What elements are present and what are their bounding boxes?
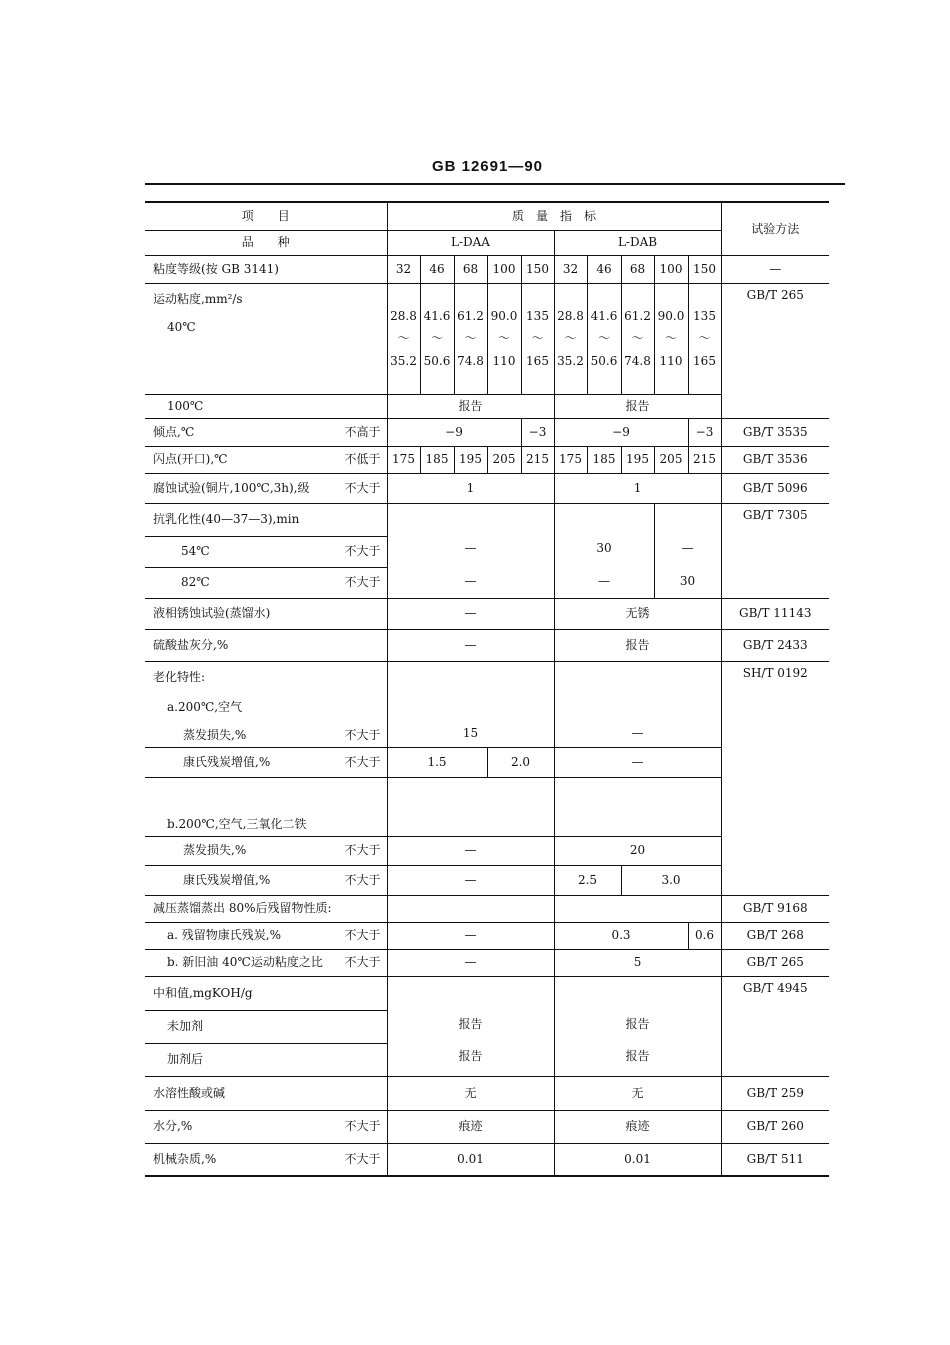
range-cell: 61.2 ～ 74.8 — [454, 283, 487, 394]
value-cell: 报告 — [554, 629, 721, 661]
table-row — [145, 949, 829, 976]
value-cell: 报告 报告 — [554, 976, 721, 1076]
range-cell: 41.6 ～ 50.6 — [587, 283, 621, 394]
table-row — [145, 629, 829, 661]
grade-cell: 32 — [554, 255, 587, 283]
row-label: 未加剂 — [145, 1010, 387, 1043]
value-cell: 5 — [554, 949, 721, 976]
range-cell: 28.8 ～ 35.2 — [387, 283, 420, 394]
value-cell: 0.3 — [554, 922, 688, 949]
daa-header: L-DAA — [387, 230, 554, 255]
quality-header: 质 量 指 标 — [387, 202, 721, 230]
value-cell: 无 — [387, 1076, 554, 1110]
row-label: b.200℃,空气,三氧化二铁 — [145, 777, 387, 836]
range-cell: 90.0 ～ 110 — [487, 283, 521, 394]
range-cell: 61.2 ～ 74.8 — [621, 283, 654, 394]
standard-number: GB 12691—90 — [431, 158, 544, 175]
row-label: 54℃ 不大于 — [145, 536, 387, 567]
range-cell: 28.8 ～ 35.2 — [554, 283, 587, 394]
value-cell: — — [387, 922, 554, 949]
value-cell: 30 — — [554, 503, 654, 598]
value-cell: — — [554, 747, 721, 777]
table-row — [145, 202, 829, 230]
grade-cell: 68 — [621, 255, 654, 283]
item-header: 项 目 — [145, 202, 387, 230]
value-cell: 15 — [387, 661, 554, 747]
method-cell: GB/T 259 — [721, 1076, 829, 1110]
grade-cell: 100 — [654, 255, 688, 283]
method-cell: GB/T 268 — [721, 922, 829, 949]
value-cell: 0.01 — [554, 1143, 721, 1176]
value-cell: −9 — [387, 418, 521, 446]
row-label: 康氏残炭增值,% 不大于 — [145, 865, 387, 895]
range-cell: 135 ～ 165 — [521, 283, 554, 394]
row-label: 抗乳化性(40—37—3),min — [145, 503, 387, 536]
table-row — [145, 661, 829, 747]
method-cell: GB/T 3535 — [721, 418, 829, 446]
value-cell: 185 — [587, 446, 621, 473]
row-label: 减压蒸馏蒸出 80%后残留物性质: — [145, 895, 387, 922]
method-cell: GB/T 5096 — [721, 473, 829, 503]
range-cell: 90.0 ～ 110 — [654, 283, 688, 394]
method-cell: GB/T 511 — [721, 1143, 829, 1176]
value-cell: — — [387, 598, 554, 629]
value-cell: 1 — [387, 473, 554, 503]
row-label: 加剂后 — [145, 1043, 387, 1076]
value-cell: 175 — [387, 446, 420, 473]
report-cell: 报告 — [554, 394, 721, 418]
row-label: 老化特性: a.200℃,空气 蒸发损失,% 不大于 — [145, 661, 387, 747]
row-label: 运动粘度,mm²/s 40℃ — [145, 283, 387, 394]
grade-cell: 150 — [688, 255, 721, 283]
value-cell: 205 — [654, 446, 688, 473]
value-cell: 205 — [487, 446, 521, 473]
blank-cell — [554, 895, 721, 922]
method-cell: GB/T 9168 — [721, 895, 829, 922]
table-row — [145, 1110, 829, 1143]
table-row — [145, 922, 829, 949]
value-cell: 0.6 — [688, 922, 721, 949]
value-cell: 20 — [554, 836, 721, 865]
method-cell: — — [721, 255, 829, 283]
table-row — [145, 503, 829, 536]
specification-table — [145, 201, 829, 1177]
range-cell: 135 ～ 165 — [688, 283, 721, 394]
value-cell: — — [387, 949, 554, 976]
row-label: 水分,% 不大于 — [145, 1110, 387, 1143]
value-cell: — — [387, 865, 554, 895]
method-cell: GB/T 11143 — [721, 598, 829, 629]
blank-cell — [387, 777, 554, 836]
row-label: 硫酸盐灰分,% — [145, 629, 387, 661]
grade-cell: 150 — [521, 255, 554, 283]
value-cell: — — — [387, 503, 554, 598]
row-label: 100℃ — [145, 394, 387, 418]
table-row — [145, 418, 829, 446]
value-cell: 2.5 — [554, 865, 621, 895]
grade-cell: 32 — [387, 255, 420, 283]
value-cell: 报告 报告 — [387, 976, 554, 1076]
row-label: 腐蚀试验(铜片,100℃,3h),级 不大于 — [145, 473, 387, 503]
method-cell: SH/T 0192 — [721, 661, 829, 895]
value-cell: −9 — [554, 418, 688, 446]
table-row — [145, 446, 829, 473]
method-cell: GB/T 2433 — [721, 629, 829, 661]
value-cell: 185 — [420, 446, 454, 473]
value-cell: −3 — [521, 418, 554, 446]
row-label: a. 残留物康氏残炭,% 不大于 — [145, 922, 387, 949]
blank-cell — [387, 895, 554, 922]
value-cell: 痕迹 — [554, 1110, 721, 1143]
method-cell: GB/T 260 — [721, 1110, 829, 1143]
value-cell: — — [387, 629, 554, 661]
value-cell: 3.0 — [621, 865, 721, 895]
range-cell: 41.6 ～ 50.6 — [420, 283, 454, 394]
value-cell: −3 — [688, 418, 721, 446]
row-label: 闪点(开口),℃ 不低于 — [145, 446, 387, 473]
table-row — [145, 283, 829, 394]
value-cell: 1 — [554, 473, 721, 503]
method-cell: GB/T 265 — [721, 949, 829, 976]
header-rule — [145, 183, 845, 185]
variety-header: 品 种 — [145, 230, 387, 255]
row-label: 82℃ 不大于 — [145, 567, 387, 598]
value-cell: 195 — [621, 446, 654, 473]
value-cell: 195 — [454, 446, 487, 473]
method-cell: GB/T 3536 — [721, 446, 829, 473]
grade-cell: 46 — [420, 255, 454, 283]
value-cell: 无锈 — [554, 598, 721, 629]
row-label: 倾点,℃ 不高于 — [145, 418, 387, 446]
table-row — [145, 255, 829, 283]
value-cell: 1.5 — [387, 747, 487, 777]
row-label: 中和值,mgKOH/g — [145, 976, 387, 1010]
blank-cell — [554, 777, 721, 836]
table-row — [145, 976, 829, 1010]
method-cell: GB/T 7305 — [721, 503, 829, 598]
row-label: 康氏残炭增值,% 不大于 — [145, 747, 387, 777]
value-cell: 215 — [521, 446, 554, 473]
value-cell: — 30 — [654, 503, 721, 598]
table-row — [145, 895, 829, 922]
method-cell: GB/T 4945 — [721, 976, 829, 1076]
dab-header: L-DAB — [554, 230, 721, 255]
row-label: 粘度等级(按 GB 3141) — [145, 255, 387, 283]
row-label: b. 新旧油 40℃运动粘度之比 不大于 — [145, 949, 387, 976]
grade-cell: 100 — [487, 255, 521, 283]
table-row — [145, 1076, 829, 1110]
value-cell: 175 — [554, 446, 587, 473]
table-row — [145, 1143, 829, 1176]
grade-cell: 68 — [454, 255, 487, 283]
table-row — [145, 473, 829, 503]
table-row — [145, 598, 829, 629]
report-cell: 报告 — [387, 394, 554, 418]
grade-cell: 46 — [587, 255, 621, 283]
row-label: 液相锈蚀试验(蒸馏水) — [145, 598, 387, 629]
value-cell: 0.01 — [387, 1143, 554, 1176]
value-cell: 2.0 — [487, 747, 554, 777]
row-label: 蒸发损失,% 不大于 — [145, 836, 387, 865]
value-cell: 痕迹 — [387, 1110, 554, 1143]
value-cell: 无 — [554, 1076, 721, 1110]
row-label: 机械杂质,% 不大于 — [145, 1143, 387, 1176]
method-cell: GB/T 265 — [721, 283, 829, 418]
row-label: 水溶性酸或碱 — [145, 1076, 387, 1110]
value-cell: — — [387, 836, 554, 865]
value-cell: — — [554, 661, 721, 747]
method-header: 试验方法 — [721, 202, 829, 255]
value-cell: 215 — [688, 446, 721, 473]
